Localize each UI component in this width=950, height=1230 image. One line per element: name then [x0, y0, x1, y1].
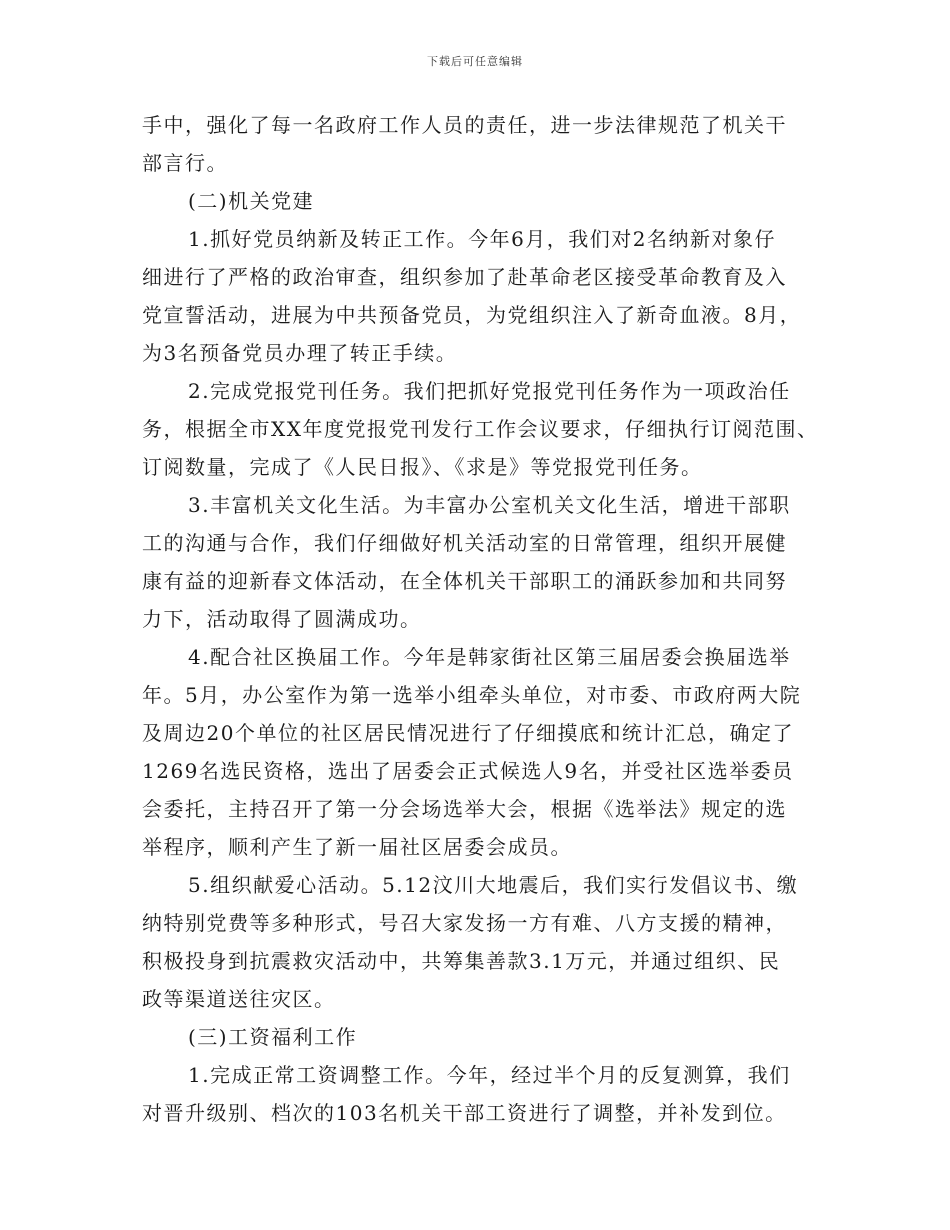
text-line: 订阅数量，完成了《人民日报》、《求是》等党报党刊任务。	[142, 455, 703, 479]
text-line: 5.组织献爱心活动。5.12汶川大地震后，我们实行发倡议书、缴	[188, 873, 799, 897]
text-line: 工的沟通与合作，我们仔细做好机关活动室的日常管理，组织开展健	[142, 531, 787, 555]
text-line: 积极投身到抗震救灾活动中，共筹集善款3.1万元，并通过组织、民	[142, 949, 781, 973]
text-line: 会委托，主持召开了第一分会场选举大会，根据《选举法》规定的选	[142, 797, 787, 821]
page-header: 下载后可任意编辑	[427, 55, 523, 68]
text-line: 手中，强化了每一名政府工作人员的责任，进一步法律规范了机关干	[142, 113, 787, 137]
text-line: 为3名预备党员办理了转正手续。	[142, 341, 458, 365]
text-line: 2.完成党报党刊任务。我们把抓好党报党刊任务作为一项政治任	[188, 379, 791, 403]
text-line: 细进行了严格的政治审查，组织参加了赴革命老区接受革命教育及入	[142, 265, 787, 289]
text-line: 政等渠道送往灾区。	[142, 987, 336, 1011]
text-line: 对晋升级别、档次的103名机关干部工资进行了调整，并补发到位。	[142, 1101, 787, 1125]
text-line: 年。5月，办公室作为第一选举小组牵头单位，对市委、市政府两大院	[142, 683, 802, 707]
text-line: 1.完成正常工资调整工作。今年，经过半个月的反复测算，我们	[188, 1063, 791, 1087]
text-line: 及周边20个单位的社区居民情况进行了仔细摸底和统计汇总，确定了	[142, 721, 794, 745]
document-body	[142, 106, 822, 1132]
text-line: 1269名选民资格，选出了居委会正式候选人9名，并受社区选举委员	[142, 759, 794, 783]
text-line: (三)工资福利工作	[188, 1025, 358, 1049]
text-line: 4.配合社区换届工作。今年是韩家街社区第三届居委会换届选举	[188, 645, 791, 669]
text-line: 1.抓好党员纳新及转正工作。今年6月，我们对2名纳新对象仔	[188, 227, 777, 251]
text-line: 务，根据全市XX年度党报党刊发行工作会议要求，仔细执行订阅范围、	[142, 417, 819, 441]
text-line: 纳特别党费等多种形式，号召大家发扬一方有难、八方支援的精神，	[142, 911, 787, 935]
text-line: 党宣誓活动，进展为中共预备党员，为党组织注入了新奇血液。8月，	[142, 303, 802, 327]
text-line: 部言行。	[142, 151, 228, 175]
text-line: 举程序，顺利产生了新一届社区居委会成员。	[142, 835, 572, 859]
text-line: 3.丰富机关文化生活。为丰富办公室机关文化生活，增进干部职	[188, 493, 791, 517]
text-line: 康有益的迎新春文体活动，在全体机关干部职工的涌跃参加和共同努	[142, 569, 787, 593]
text-line: (二)机关党建	[188, 189, 315, 213]
text-line: 力下，活动取得了圆满成功。	[142, 607, 422, 631]
